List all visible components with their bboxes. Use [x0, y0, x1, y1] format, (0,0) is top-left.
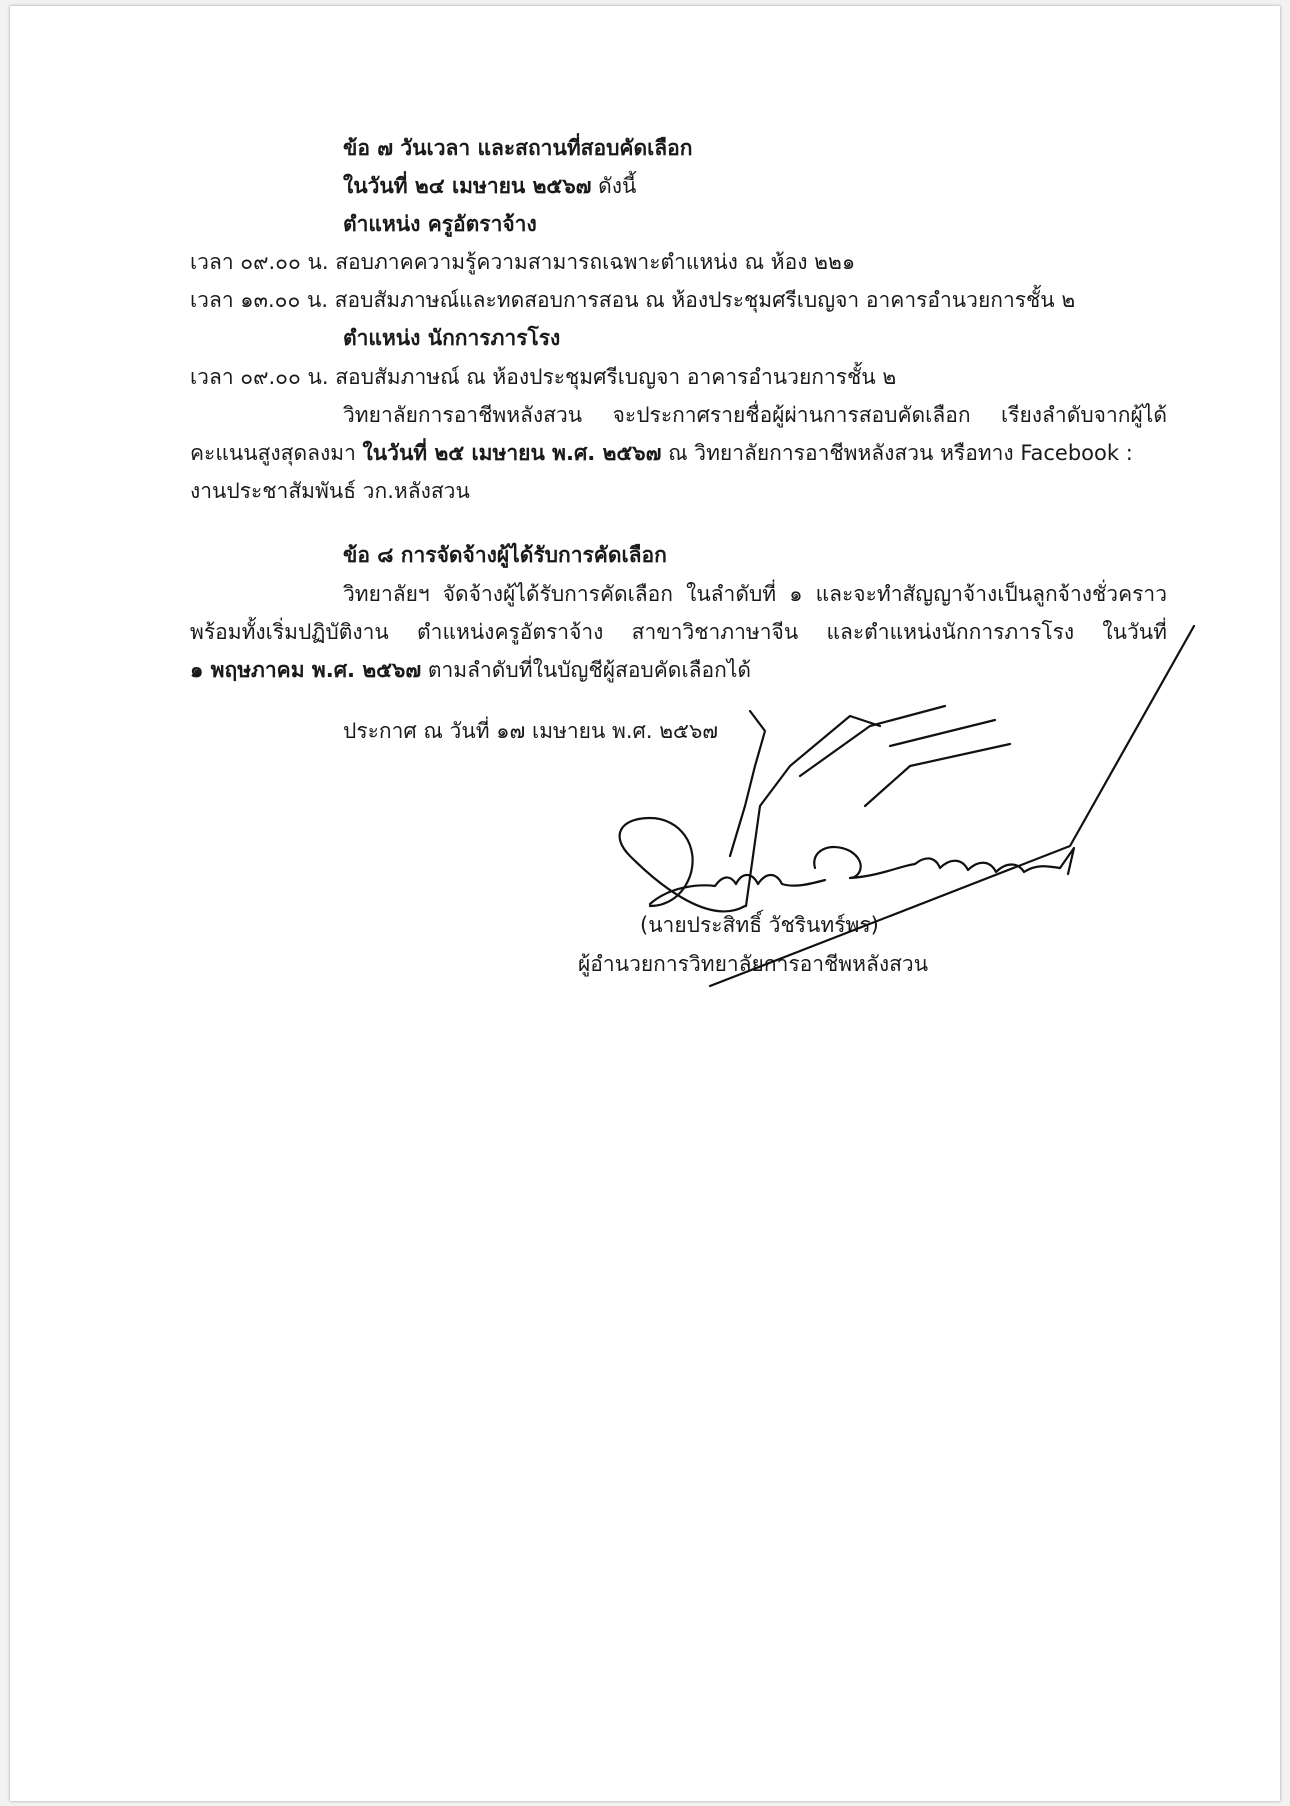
document-page: [10, 6, 1280, 1801]
exam-date: ในวันที่ ๒๔ เมษายน ๒๕๖๗: [343, 174, 592, 198]
exam-date-suffix: ดังนี้: [591, 174, 637, 198]
announce-line-2-post: ณ วิทยาลัยการอาชีพหลังสวน หรือทาง Facebook :: [661, 441, 1133, 465]
janitor-schedule-1: เวลา ๐๙.๐๐ น. สอบสัมภาษณ์ ณ ห้องประชุมศรีเบญจา อาคารอำนวยการชั้น ๒: [190, 365, 897, 389]
hire-line-3-rest: ตามลำดับที่ในบัญชีผู้สอบคัดเลือกได้: [421, 658, 752, 682]
section-8-heading: ข้อ ๘ การจัดจ้างผู้ได้รับการคัดเลือก: [343, 543, 667, 567]
hire-line-1: วิทยาลัยฯ จัดจ้างผู้ได้รับการคัดเลือก ในลำดับที่ ๑ และจะทำสัญญาจ้างเป็นลูกจ้างชั่วคราว: [343, 582, 1167, 606]
section-7-heading: ข้อ ๗ วันเวลา และสถานที่สอบคัดเลือก: [343, 136, 693, 160]
announce-line-3: งานประชาสัมพันธ์ วก.หลังสวน: [190, 479, 470, 503]
signer-name: (นายประสิทธิ์ วัชรินทร์พร): [640, 913, 879, 937]
exam-date-line: [343, 171, 636, 201]
hire-line-3: [190, 655, 751, 685]
teacher-schedule-1: เวลา ๐๙.๐๐ น. สอบภาคความรู้ความสามารถเฉพาะตำแหน่ง ณ ห้อง ๒๒๑: [190, 250, 856, 274]
announce-line-2-pre: คะแนนสูงสุดลงมา: [190, 441, 363, 465]
announce-line-1: วิทยาลัยการอาชีพหลังสวน จะประกาศรายชื่อผู้ผ่านการสอบคัดเลือก เรียงลำดับจากผู้ได้: [343, 403, 1167, 427]
signer-title: ผู้อำนวยการวิทยาลัยการอาชีพหลังสวน: [578, 952, 929, 976]
announced-date: ประกาศ ณ วันที่ ๑๗ เมษายน พ.ศ. ๒๕๖๗: [343, 719, 719, 743]
result-date: ในวันที่ ๒๕ เมษายน พ.ศ. ๒๕๖๗: [362, 441, 662, 465]
position-janitor-title: ตำแหน่ง นักการภารโรง: [343, 326, 561, 350]
start-date: ๑ พฤษภาคม พ.ศ. ๒๕๖๗: [190, 658, 422, 682]
announce-line-2: [190, 438, 1133, 468]
teacher-schedule-2: เวลา ๑๓.๐๐ น. สอบสัมภาษณ์และทดสอบการสอน ณ ห้องประชุมศรีเบญจา อาคารอำนวยการชั้น ๒: [190, 288, 1076, 312]
hire-line-2: พร้อมทั้งเริ่มปฏิบัติงาน ตำแหน่งครูอัตราจ้าง สาขาวิชาภาษาจีน และตำแหน่งนักการภารโรง ในวันที่: [190, 620, 1167, 644]
position-teacher-title: ตำแหน่ง ครูอัตราจ้าง: [343, 212, 537, 236]
